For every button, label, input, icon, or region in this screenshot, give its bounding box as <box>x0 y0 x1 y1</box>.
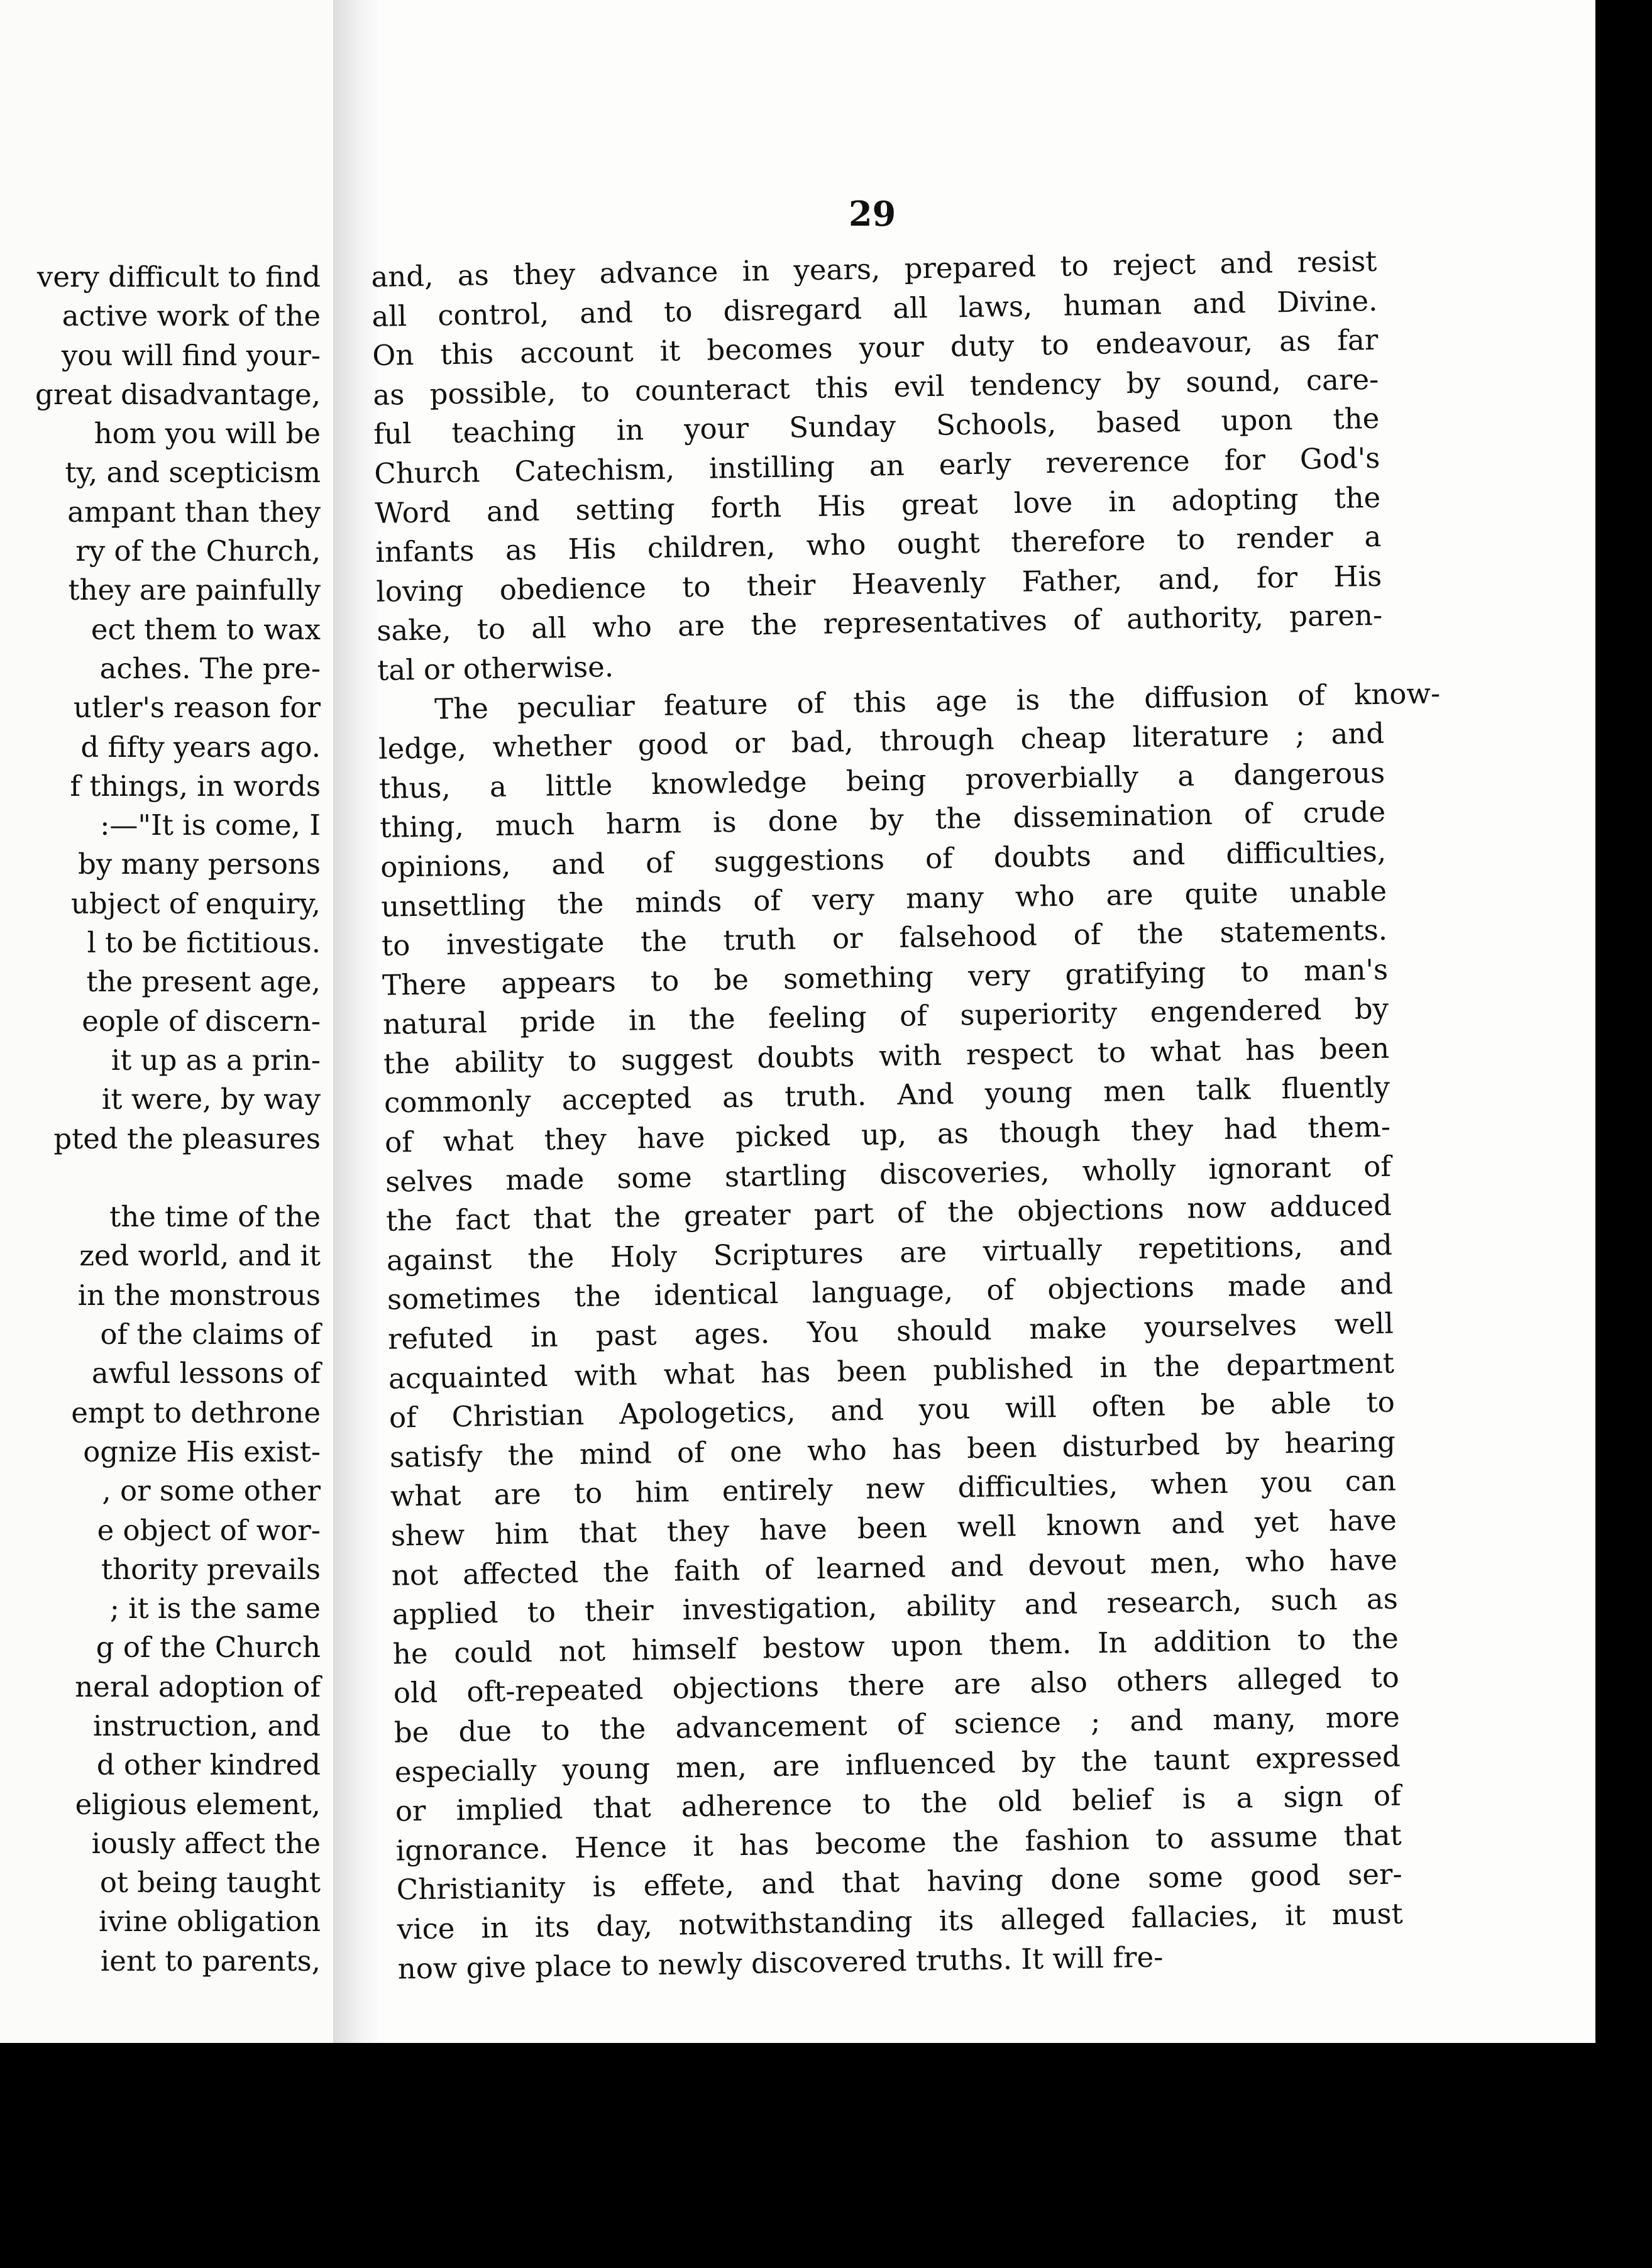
left-text-line: zed world, and it <box>79 1239 321 1273</box>
left-text-line: eligious element, <box>75 1787 321 1821</box>
body-text-line: infants as His children, who ought therefore to render a <box>375 519 1382 570</box>
body-text-line: to investigate the truth or falsehood of the statements. <box>381 913 1388 962</box>
left-text-line: very difficult to find <box>36 260 321 294</box>
body-text-line: There appears to be something very gratifying to man's <box>382 952 1389 1002</box>
left-text-line: iously affect the <box>91 1826 321 1860</box>
left-text-line: ient to parents, <box>100 1944 321 1978</box>
body-text-line: The peculiar feature of this age is the diffusion of know- <box>434 676 1441 726</box>
body-text-line: he could not himself bestow upon them. In addition to the <box>392 1621 1399 1671</box>
left-text-line: , or some other <box>102 1474 321 1508</box>
left-text-line: thority prevails <box>101 1552 321 1586</box>
body-text-line: ful teaching in your Sunday Schools, based upon the <box>373 402 1380 451</box>
body-text-line: opinions, and of suggestions of doubts and difficulties, <box>380 834 1387 884</box>
body-text-line: against the Holy Scriptures are virtually repetitions, and <box>386 1228 1393 1277</box>
body-text-line: commonly accepted as truth. And young men talk fluently <box>383 1071 1390 1120</box>
body-text-line: satisfy the mind of one who has been disturbed by hearing <box>389 1424 1396 1474</box>
left-text-line: eople of discern- <box>82 1004 321 1038</box>
body-text-line: of Christian Apologetics, and you will often be able to <box>388 1385 1396 1434</box>
left-text-line: neral adoption of <box>75 1670 321 1704</box>
left-text-line: utler's reason for <box>73 691 321 725</box>
body-text-line: sake, to all who are the representatives of authority, paren- <box>376 598 1383 648</box>
left-text-line: f things, in words <box>70 769 321 803</box>
body-text-line: Word and setting forth His great love in adopting the <box>374 480 1381 530</box>
left-text-line: in the monstrous <box>77 1278 321 1312</box>
left-text-line: empt to dethrone <box>71 1395 321 1429</box>
body-text-line: as possible, to counteract this evil tendency by sound, care- <box>373 362 1379 412</box>
body-text-line: tal or otherwise. <box>377 649 614 687</box>
body-text-line: selves made some startling discoveries, wholly ignorant of <box>385 1149 1392 1199</box>
left-text-line: ivine obligation <box>99 1905 321 1939</box>
left-text-line: ry of the Church, <box>75 534 321 568</box>
left-text-line: ot being taught <box>99 1866 321 1900</box>
left-page <box>0 0 333 2043</box>
left-text-line: of the claims of <box>100 1318 321 1351</box>
body-text-line: old oft-repeated objections there are also others alleged to <box>393 1660 1400 1710</box>
left-text-line: you will find your- <box>61 338 321 372</box>
left-text-line: they are painfully <box>68 573 321 607</box>
body-text-line: the ability to suggest doubts with respect to what has been <box>383 1031 1390 1081</box>
left-page-text <box>0 258 321 1981</box>
left-text-line <box>0 1159 321 1197</box>
left-text-line: g of the Church <box>96 1631 321 1665</box>
body-text-line: natural pride in the feeling of superiority engendered by <box>382 992 1389 1042</box>
left-text-line: d other kindred <box>96 1748 321 1782</box>
body-text-line: vice in its day, notwithstanding its alleged fallacies, it must <box>397 1896 1403 1946</box>
body-text-line: what are to him entirely new difficulties, when you can <box>390 1464 1397 1514</box>
body-text-line: now give place to newly discovered truths. It will fre- <box>397 1940 1164 1986</box>
left-text-line: aches. The pre- <box>99 651 321 685</box>
body-text-line: refuted in past ages. You should make yourselves well <box>387 1306 1394 1356</box>
body-text-line: unsettling the minds of very many who are quite unable <box>380 874 1387 923</box>
body-text <box>371 242 1441 1989</box>
left-text-line: it up as a prin- <box>111 1043 321 1077</box>
body-text-line: ledge, whether good or bad, through cheap literature ; and <box>378 716 1385 766</box>
body-text-line: sometimes the identical language, of objections made and <box>387 1267 1394 1317</box>
left-text-line: the time of the <box>109 1200 321 1234</box>
body-text-line: Church Catechism, instilling an early reverence for God's <box>373 441 1380 490</box>
body-text-line: and, as they advance in years, prepared to reject and resist <box>371 244 1377 294</box>
left-text-line: ognize His exist- <box>83 1434 321 1468</box>
bottom-band <box>0 2043 1595 2268</box>
left-text-line: ; it is the same <box>109 1592 321 1626</box>
left-text-line: e object of wor- <box>97 1513 321 1547</box>
left-text-line: active work of the <box>62 299 321 333</box>
left-text-line: d fifty years ago. <box>80 730 321 764</box>
left-text-line: the present age, <box>86 965 321 999</box>
body-text-line: especially young men, are influenced by the taunt expressed <box>394 1739 1401 1789</box>
left-text-line: instruction, and <box>92 1709 321 1742</box>
body-text-line: all control, and to disregard all laws, human and Divine. <box>372 284 1378 333</box>
body-text-line: On this account it becomes your duty to endeavour, as far <box>372 323 1379 373</box>
left-text-line: by many persons <box>78 847 321 881</box>
book-gutter <box>333 0 377 2043</box>
left-text-line: great disadvantage, <box>35 377 321 411</box>
left-text-line: l to be fictitious. <box>87 926 321 960</box>
body-text-line: applied to their investigation, ability and research, such as <box>392 1582 1399 1631</box>
body-text-line: not affected the faith of learned and devout men, who have <box>391 1543 1398 1592</box>
right-edge <box>1595 0 1652 2268</box>
left-text-line: ampant than they <box>67 495 321 529</box>
left-text-line: ubject of enquiry, <box>70 886 321 920</box>
body-text-line: the fact that the greater part of the objections now adduced <box>385 1188 1392 1238</box>
body-text-line: thus, a little knowledge being proverbially a dangerous <box>378 756 1385 805</box>
body-text-line: shew him that they have been well known and yet have <box>390 1503 1397 1553</box>
body-text-line: Christianity is effete, and that having done some good ser- <box>396 1857 1403 1907</box>
body-text-line: ignorance. Hence it has become the fashion to assume that <box>395 1818 1402 1868</box>
body-text-line: or implied that adherence to the old belief is a sign of <box>395 1778 1402 1828</box>
body-text-line: be due to the advancement of science ; and many, more <box>394 1700 1401 1749</box>
body-text-line: of what they have picked up, as though they had them- <box>384 1109 1391 1159</box>
body-text-line: thing, much harm is done by the dissemination of crude <box>379 795 1386 845</box>
page-number: 29 <box>849 194 896 234</box>
left-text-line: hom you will be <box>94 417 321 451</box>
left-text-line: :—"It is come, I <box>100 808 321 842</box>
body-text-line: acquainted with what has been published in the department <box>388 1346 1395 1395</box>
body-text-line: loving obedience to their Heavenly Father, and, for His <box>375 559 1382 608</box>
left-text-line: ty, and scepticism <box>65 456 321 490</box>
left-text-line: ect them to wax <box>91 612 321 646</box>
left-text-line: pted the pleasures <box>53 1121 321 1155</box>
left-text-line: awful lessons of <box>91 1357 321 1390</box>
left-text-line: it were, by way <box>102 1082 321 1116</box>
